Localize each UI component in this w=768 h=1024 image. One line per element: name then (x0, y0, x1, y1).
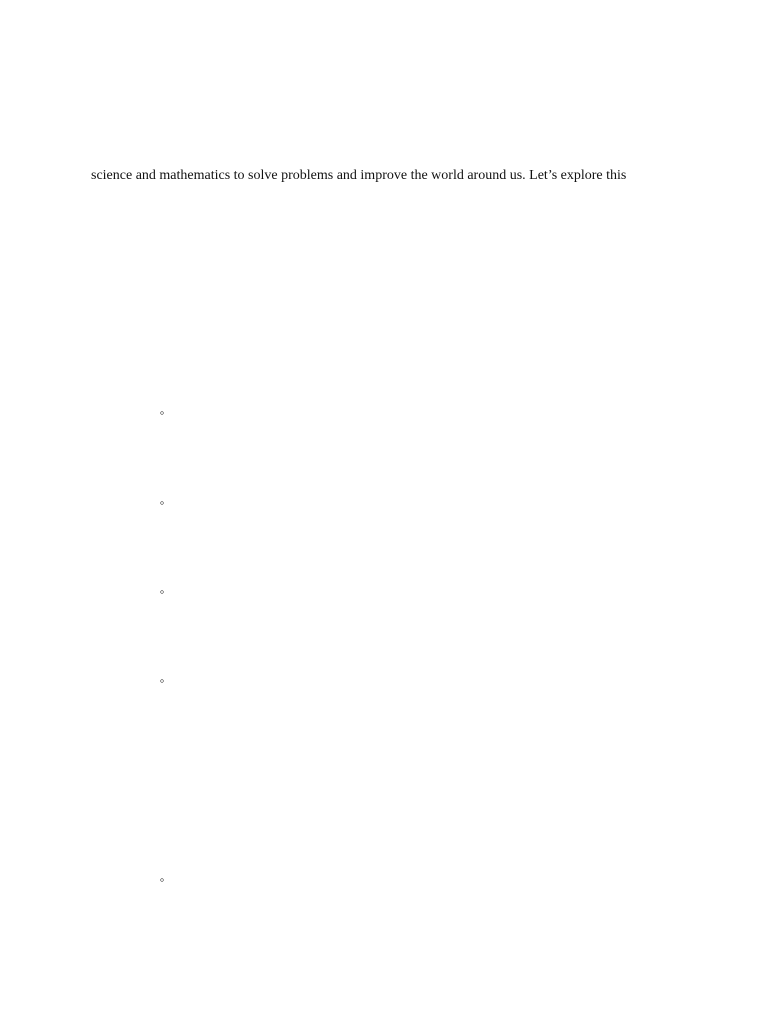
list-bullet-icon: ◦ (159, 405, 165, 420)
list-bullet-icon: ◦ (159, 495, 165, 510)
list-bullet-icon: ◦ (159, 673, 165, 688)
body-text-line: science and mathematics to solve problems and improve the world around us. Let’s explore this (91, 168, 627, 183)
list-bullet-icon: ◦ (159, 872, 165, 887)
list-bullet-icon: ◦ (159, 584, 165, 599)
